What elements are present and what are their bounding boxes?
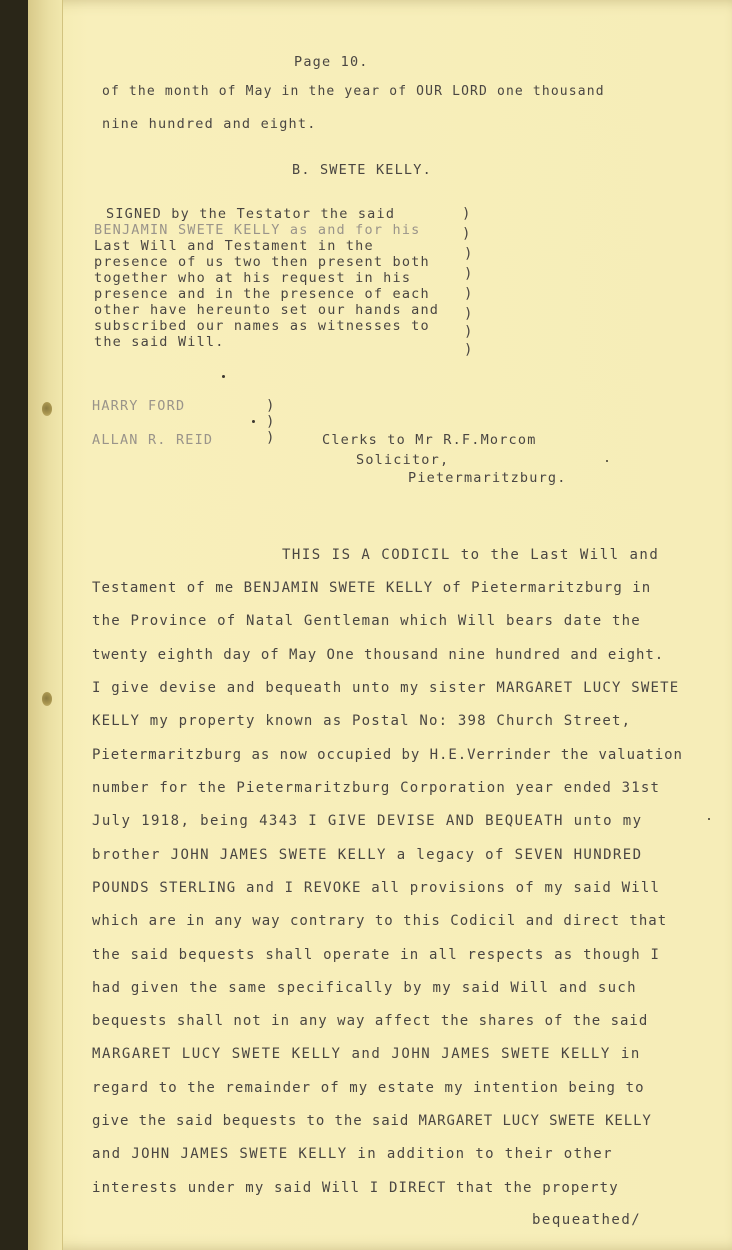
codicil-line: the said bequests shall operate in all respects as though I — [92, 947, 661, 963]
witness-designation-line: Pietermaritzburg. — [408, 470, 567, 486]
attestation-line: BENJAMIN SWETE KELLY as and for his — [94, 222, 421, 238]
codicil-line: brother JOHN JAMES SWETE KELLY a legacy of SEVEN HUNDRED — [92, 847, 643, 863]
codicil-line: had given the same specifically by my said Will and such — [92, 980, 637, 996]
ink-mark — [252, 420, 255, 423]
codicil-line: give the said bequests to the said MARGARET LUCY SWETE KELLY — [92, 1113, 652, 1129]
codicil-line: Testament of me BENJAMIN SWETE KELLY of Pietermaritzburg in — [92, 580, 652, 596]
ink-mark — [222, 375, 225, 378]
attestation-line: Last Will and Testament in the — [94, 238, 374, 254]
attestation-line: other have hereunto set our hands and — [94, 302, 440, 318]
witness-designation-line: Clerks to Mr R.F.Morcom — [322, 432, 537, 448]
bracket-mark: ) — [464, 286, 473, 302]
attestation-line: subscribed our names as witnesses to — [94, 318, 430, 334]
codicil-line: bequests shall not in any way affect the shares of the said — [92, 1013, 649, 1029]
attestation-line: presence and in the presence of each — [94, 286, 430, 302]
bracket-mark: ) — [464, 324, 473, 340]
bracket-mark: ) — [266, 398, 275, 414]
bracket-mark: ) — [464, 246, 473, 262]
bracket-mark: ) — [266, 430, 275, 446]
codicil-line: which are in any way contrary to this Codicil and direct that — [92, 913, 668, 929]
witness-name: HARRY FORD — [92, 398, 186, 414]
bracket-mark: ) — [464, 342, 473, 358]
catchword: bequeathed/ — [532, 1212, 642, 1228]
codicil-line: and JOHN JAMES SWETE KELLY in addition to their other — [92, 1146, 613, 1162]
ink-mark — [708, 818, 710, 820]
codicil-line: the Province of Natal Gentleman which Will bears date the — [92, 613, 641, 629]
codicil-line: interests under my said Will I DIRECT that the property — [92, 1180, 619, 1196]
codicil-line: twenty eighth day of May One thousand nine hundred and eight. — [92, 647, 665, 663]
testator-signature: B. SWETE KELLY. — [292, 162, 432, 178]
intro-line: of the month of May in the year of OUR LORD one thousand — [102, 84, 605, 99]
witness-designation-line: Solicitor, — [356, 452, 450, 468]
attestation-line: presence of us two then present both — [94, 254, 430, 270]
codicil-line: number for the Pietermaritzburg Corporation year ended 31st — [92, 780, 661, 796]
attestation-line: together who at his request in his — [94, 270, 412, 286]
punch-hole — [42, 692, 52, 706]
bracket-mark: ) — [464, 266, 473, 282]
intro-line: nine hundred and eight. — [102, 116, 317, 132]
ink-mark — [606, 460, 608, 462]
codicil-line: POUNDS STERLING and I REVOKE all provisions of my said Will — [92, 880, 661, 896]
witness-name: ALLAN R. REID — [92, 432, 214, 448]
codicil-line: THIS IS A CODICIL to the Last Will and — [282, 547, 660, 563]
bracket-mark: ) — [464, 306, 473, 322]
page-number: Page 10. — [294, 54, 369, 70]
bracket-mark: ) — [462, 226, 471, 242]
bracket-mark: ) — [462, 206, 471, 222]
codicil-line: July 1918, being 4343 I GIVE DEVISE AND BEQUEATH unto my — [92, 813, 643, 829]
codicil-line: KELLY my property known as Postal No: 398 Church Street, — [92, 713, 632, 729]
attestation-line: the said Will. — [94, 334, 225, 350]
punch-hole — [42, 402, 52, 416]
codicil-line: I give devise and bequeath unto my sister MARGARET LUCY SWETE — [92, 680, 680, 696]
bracket-mark: ) — [266, 414, 275, 430]
codicil-line: regard to the remainder of my estate my intention being to — [92, 1080, 645, 1096]
attestation-line: SIGNED by the Testator the said — [106, 206, 396, 222]
codicil-line: MARGARET LUCY SWETE KELLY and JOHN JAMES SWETE KELLY in — [92, 1046, 641, 1062]
page-binding — [28, 0, 63, 1250]
codicil-line: Pietermaritzburg as now occupied by H.E.Verrinder the valuation — [92, 747, 683, 763]
